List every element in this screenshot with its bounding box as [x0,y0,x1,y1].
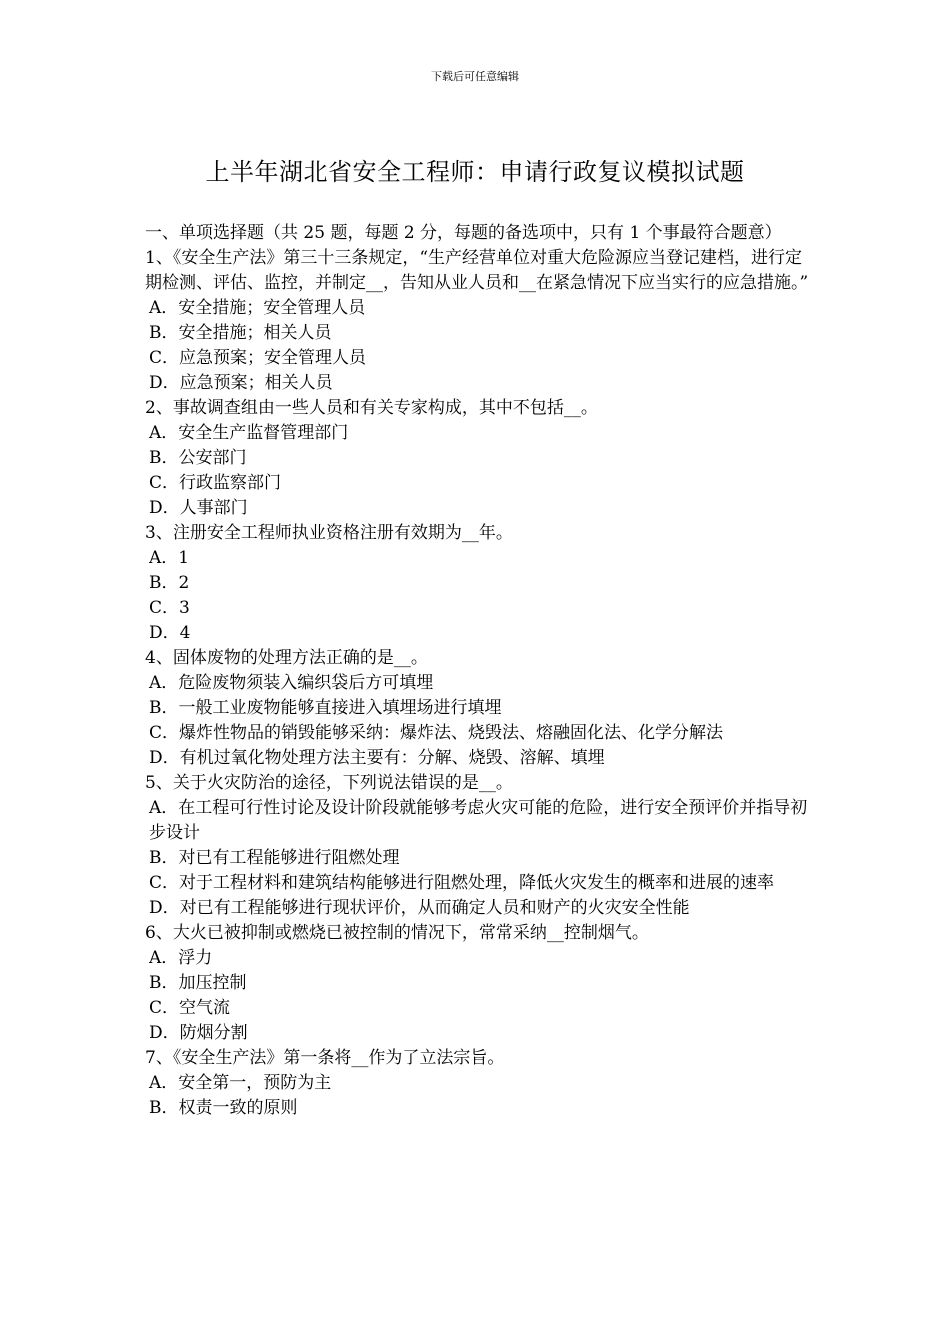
question-stem: 5、关于火灾防治的途径，下列说法错误的是__。 [145,773,513,793]
option-a: A．安全措施；安全管理人员 [149,298,366,318]
question-stem: 2、事故调查组由一些人员和有关专家构成，其中不包括__。 [145,398,598,418]
option-d: D．4 [149,623,191,643]
question-2 [145,396,810,521]
question-4 [145,646,810,771]
option-b: B．安全措施；相关人员 [149,323,332,343]
option-a: A．安全第一，预防为主 [149,1073,332,1093]
option-a: A．浮力 [149,948,213,968]
question-stem: 1、《安全生产法》第三十三条规定，“生产经营单位对重大危险源应当登记建档，进行定期检测、评估、监控，并制定__，告知从业人员和__在紧急情况下应当实行的应急措施。” [145,248,809,293]
option-b: B．2 [149,573,190,593]
option-b: B．一般工业废物能够直接进入填埋场进行填埋 [149,698,502,718]
question-stem: 6、大火已被抑制或燃烧已被控制的情况下，常常采纳__控制烟气。 [145,923,649,943]
option-d: D．有机过氧化物处理方法主要有：分解、烧毁、溶解、填埋 [149,748,605,768]
option-d: D．对已有工程能够进行现状评价，从而确定人员和财产的火灾安全性能 [149,898,690,918]
question-3 [145,521,810,646]
option-b: B．对已有工程能够进行阻燃处理 [149,848,400,868]
document-title: 上半年湖北省安全工程师：申请行政复议模拟试题 [205,158,745,186]
question-6 [145,921,810,1046]
option-a: A．危险废物须装入编织袋后方可填埋 [149,673,434,693]
option-a: A．在工程可行性讨论及设计阶段就能够考虑火灾可能的危险，进行安全预评价并指导初步设计 [149,798,808,843]
option-c: C．行政监察部门 [149,473,282,493]
question-7 [145,1046,810,1121]
question-stem: 7、《安全生产法》第一条将__作为了立法宗旨。 [145,1048,505,1068]
option-c: C．3 [149,598,190,618]
option-b: B．加压控制 [149,973,247,993]
option-c: C．爆炸性物品的销毁能够采纳：爆炸法、烧毁法、熔融固化法、化学分解法 [149,723,724,743]
option-c: C．应急预案；安全管理人员 [149,348,367,368]
option-d: D．应急预案；相关人员 [149,373,333,393]
question-1 [145,246,810,396]
question-5 [145,771,810,921]
section-heading: 一、单项选择题（共 25 题，每题 2 分，每题的备选项中，只有 1 个事最符合题意） [145,223,782,243]
option-a: A．1 [149,548,190,568]
option-c: C．空气流 [149,998,231,1018]
option-d: D．防烟分割 [149,1023,248,1043]
question-stem: 4、固体废物的处理方法正确的是__。 [145,648,428,668]
option-c: C．对于工程材料和建筑结构能够进行阻燃处理，降低火灾发生的概率和进展的速率 [149,873,775,893]
document-body [145,221,810,1121]
question-stem: 3、注册安全工程师执业资格注册有效期为__年。 [145,523,513,543]
option-d: D．人事部门 [149,498,248,518]
option-b: B．权责一致的原则 [149,1098,298,1118]
header-note: 下载后可任意编辑 [431,70,519,83]
option-b: B．公安部门 [149,448,247,468]
option-a: A．安全生产监督管理部门 [149,423,349,443]
